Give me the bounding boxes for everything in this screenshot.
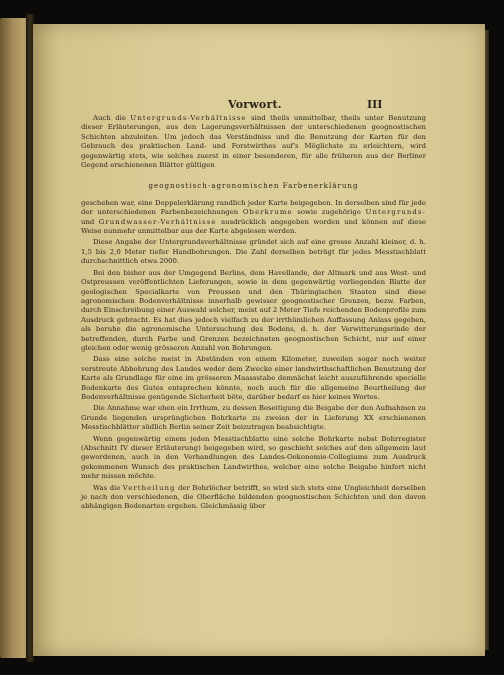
- spaced-term: Vertheilung: [122, 483, 176, 492]
- text-run: geschehen war, eine Doppelerklärung randlich jeder Karte beigegeben. In derselben sind für jede der unterschiedenen Farbenbezeichnungen: [81, 198, 426, 217]
- paragraph-5: Dass eine solche meist in Abständen von einem Kilometer, zuweilen sogar noch weiter verstreute Abbohrung des Landes weder dem Zwecke einer landwirthschaftlichen Benutzung der Karte als Grundlage für eine im grösseren Maassstabe demnächst leicht auszuführende specielle Bodenkarte des Gutes entsprechen könnte, noch auch für die allgemeine Beurtheilung der Bodenverhältnisse genügende Sicherheit böte, darüber bedarf es hier keines Wortes.: [81, 355, 426, 401]
- paragraph-3: Diese Angabe der Untergrundsverhältnisse gründet sich auf eine grosse Anzahl kleiner, d. h. 1,5 bis 2,0 Meter tiefer Handbohrungen. Die Zahl derselben beträgt für jedes Messtischblatt durchschnittlich etwa 2000.: [81, 238, 426, 266]
- body-text: [81, 114, 426, 512]
- paragraph-2: [81, 199, 426, 237]
- centered-heading: geognostisch-agronomischen Farbenerklärung: [148, 181, 359, 191]
- spaced-term: Untergrunds-Verhältnisse: [130, 114, 247, 122]
- paragraph-1: [81, 114, 426, 170]
- running-head: Vorwort.: [228, 98, 282, 111]
- spaced-term: Oberkrume: [242, 208, 293, 217]
- paragraph-6: Die Annahme war eben ein Irrthum, zu dessen Beseitigung die Beigabe der den Aufnahmen zu Grunde liegenden ursprünglichen Bohrkarte zu zweien der in Lieferung XX erschienenen Messtischblätter südlich Berlin seiner Zeit beizutragen beabsichtigte.: [81, 404, 426, 432]
- paragraph-4: Bei den bisher aus der Umgegend Berlins, dem Havellande, der Altmark und aus West- und Ostpreussen veröffentlichten Lieferungen, sowie in dem gegenwärtig vorliegenden Blatte der geologischen Specialkarte von Preussen und den Thüringischen Staaten sind diese agronomischen Bodenverhältnisse innerhalb gewisser geognostischer Grenzen, bezw. Farben, durch Einschreibung einer Auswahl solcher, meist auf 2 Meter Tiefe reichenden Bodenprofile zum Ausdruck gebracht. Es hat dies jedoch vielfach zu der irrthümlichen Auffassung Anlass gegeben, als beruhe die agronomische Untersuchung des Bodens, d. h. der Verwitterungsrinde der betreffenden, durch Farbe und Grenzen bezeichneten geognostischen Schicht, nur auf einer gleichen oder wenig grösseren Anzahl von Bohrungen.: [81, 268, 426, 352]
- page-number: III: [367, 98, 383, 111]
- paragraph-7: Wenn gegenwärtig einem jeden Messtischblatte eine solche Bohrkarte nebst Bohrregister (Abschnitt IV dieser Erläuterung) beigegeben wird, so geschieht solches auf den allgemein laut gewordenen, auch in den Verhandlungen des Landes-Oekonomie-Collegiums zum Ausdruck gekommenen Wunsch des praktischen Landwirthes, welcher eine solche Beigabe hinfort nicht mehr missen möchte.: [81, 434, 426, 481]
- text-run: Was die: [93, 483, 123, 492]
- text-run: der Bohrlöcher betrifft, so wird sich stets eine Ungleichheit derselben je nach den verschiedenen, die Oberfläche bildenden geognostischen Schichten und den davon abhängigen Bodenarten ergeben. Gleichmässig über: [81, 483, 426, 511]
- spaced-term: Grundwasser-Verhältnisse: [98, 217, 217, 226]
- text-run: sowie zugehörige: [292, 208, 366, 217]
- text-run: ausdrücklich angegeben worden und können auf diese Weise nunmehr unmittelbar aus der Karte abgelesen werden.: [81, 217, 426, 236]
- paragraph-8: [81, 484, 426, 512]
- text-run: sind theils unmittelbar, theils unter Benutzung dieser Erläuterungen, aus den Lagerungsverhältnissen der unterschiedenen geognostischen Schichten abzuleiten. Um jedoch das Verständniss und die Benutzung der Karten für den Gebrauch des praktischen Land- und Forstwirthes auf's Möglichste zu erleichtern, wird gegenwärtig stets, wie solches zuerst in einer besonderen, für alle früheren aus der Berliner Gegend erschienenen Blätter gültigen: [81, 114, 426, 170]
- text-run: und: [81, 217, 99, 226]
- spaced-term: Untergrunds-: [365, 208, 426, 217]
- page-header: [33, 98, 485, 114]
- text-run: Auch die: [93, 114, 131, 122]
